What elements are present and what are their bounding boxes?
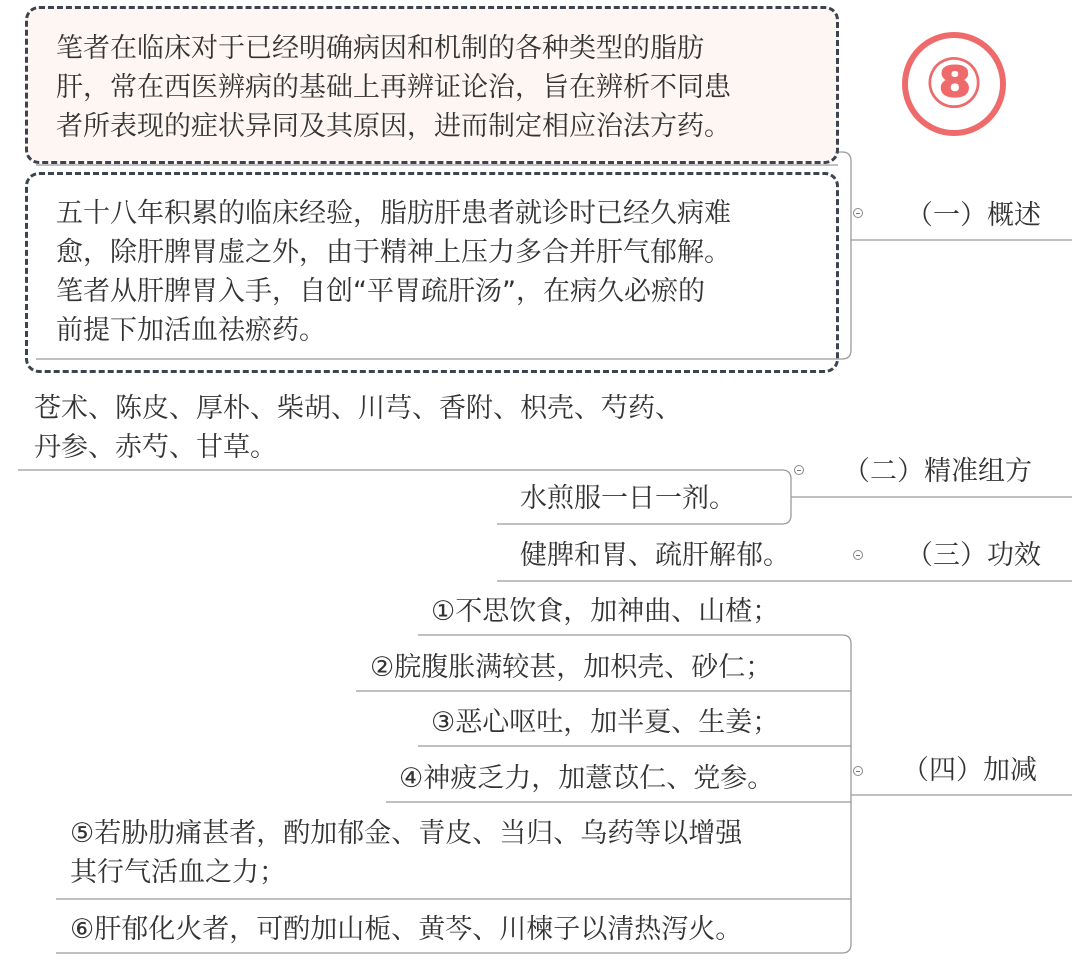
topic-efficacy[interactable]: （三）功效 (906, 540, 1041, 571)
collapse-toggle-icon[interactable] (794, 465, 804, 475)
modification-item[interactable]: ⑥肝郁化火者，可酌加山栀、黄芩、川楝子以清热泻火。 (70, 914, 743, 945)
overview-note-2-text: 五十八年积累的临床经验，脂肪肝患者就诊时已经久病难 愈，除肝脾胃虚之外，由于精神上压力多合并肝气郁解。 笔者从肝脾胃入手，自创“平胃疏肝汤”，在病久必瘀的 前提下加活血祛瘀药。 (56, 198, 731, 346)
efficacy-text[interactable]: 健脾和胃、疏肝解郁。 (520, 540, 790, 571)
collapse-toggle-icon[interactable] (853, 766, 863, 776)
overview-note-1-text: 笔者在临床对于已经明确病因和机制的各种类型的脂肪 肝，常在西医辨病的基础上再辨证论治，旨在辨析不同患 者所表现的症状异同及其原因，进而制定相应治法方药。 (56, 33, 731, 142)
modification-item[interactable]: ③恶心呕吐，加半夏、生姜； (431, 707, 780, 738)
modification-item[interactable]: ④神疲乏力，加薏苡仁、党参。 (399, 763, 775, 794)
collapse-toggle-icon[interactable] (853, 208, 863, 218)
formula-usage[interactable]: 水煎服一日一剂。 (520, 483, 736, 514)
topic-formula[interactable]: （二）精准组方 (843, 456, 1032, 487)
modification-item[interactable]: ②脘腹胀满较甚，加枳壳、砂仁； (370, 652, 773, 683)
modification-item[interactable]: ⑤若胁肋痛甚者，酌加郁金、青皮、当归、乌药等以增强 其行气活血之力； (70, 818, 743, 888)
topic-overview[interactable]: （一）概述 (906, 200, 1041, 231)
step-number-badge: ⑧ (902, 32, 1006, 136)
collapse-toggle-icon[interactable] (853, 550, 863, 560)
formula-herbs[interactable]: 苍术、陈皮、厚朴、柴胡、川芎、香附、枳壳、芍药、 丹参、赤芍、甘草。 (34, 393, 682, 463)
topic-modifications[interactable]: （四）加减 (902, 755, 1037, 786)
modification-item[interactable]: ①不思饮食，加神曲、山楂； (431, 596, 780, 627)
